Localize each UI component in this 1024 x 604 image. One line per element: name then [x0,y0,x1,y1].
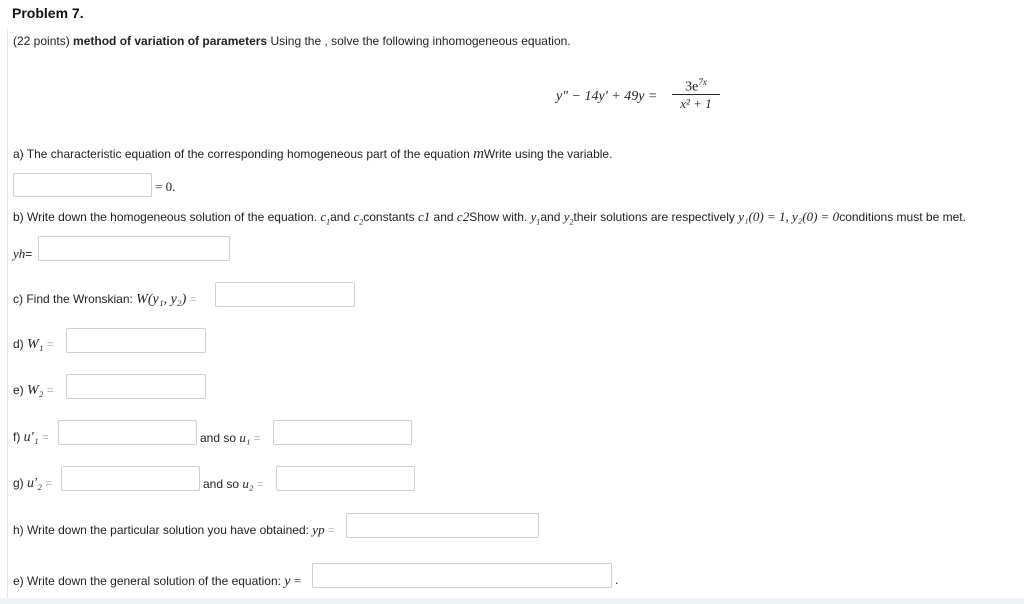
part-h-label: h) Write down the particular solution you have obtained: yp = [13,522,335,537]
wronskian-input[interactable] [215,282,355,307]
problem-title: Problem 7. [12,5,84,21]
u1-prime-input[interactable] [58,420,197,445]
homogeneous-solution-input[interactable] [38,236,230,261]
equation-numerator: $3e^{7x}$ [685,77,707,95]
part-f-and-so: and so u₁ = [200,430,261,445]
part-d-label: d) W₁ = [13,337,54,352]
equation-fraction [672,77,720,112]
intro-rest: Using the , solve the following inhomogeneous equation. [270,34,571,48]
intro-text [13,34,571,48]
part-f-label: f) u′₁ = [13,430,49,445]
bottom-strip [0,598,1024,604]
intro-points: (22 points) [13,34,70,48]
w1-input[interactable] [66,328,206,353]
intro-method: method of variation of parameters [73,34,268,48]
part-a-var: m [473,146,484,162]
part-g-and-so: and so u₂ = [203,476,264,491]
part-a-suffix: = 0. [155,179,176,194]
part-a-text: a) The characteristic equation of the corresponding homogeneous part of the equation mWrite using the variable. [13,146,613,162]
w2-input[interactable] [66,374,206,399]
part-b-text: b) Write down the homogeneous solution of the equation. $c_1and$ $c_2constants$ c1 and c2Show with. $y_1and$ $y_2their$ solutions are respectively y₁(0) = 1, y₂(0) = 0conditions must be met. [13,209,966,227]
u2-input[interactable] [276,466,415,491]
general-solution-input[interactable] [312,563,612,588]
particular-solution-input[interactable] [346,513,539,538]
part-e-label: e) W₂ = [13,383,54,398]
part-g-label: g) u′₂ = [13,476,53,491]
equation-lhs: y″ − 14y′ + 49y = [556,89,658,104]
u1-input[interactable] [273,420,412,445]
u2-prime-input[interactable] [61,466,200,491]
part-e2-label: e) Write down the general solution of the equation: y = [13,573,302,589]
part-c-label: c) Find the Wronskian: W(y₁, y₂) = [13,292,197,307]
equation-denominator: x² + 1 [680,96,712,111]
characteristic-equation-input[interactable] [13,173,152,197]
yh-label: yh= [13,246,33,261]
part-e2-suffix: . [615,573,619,587]
